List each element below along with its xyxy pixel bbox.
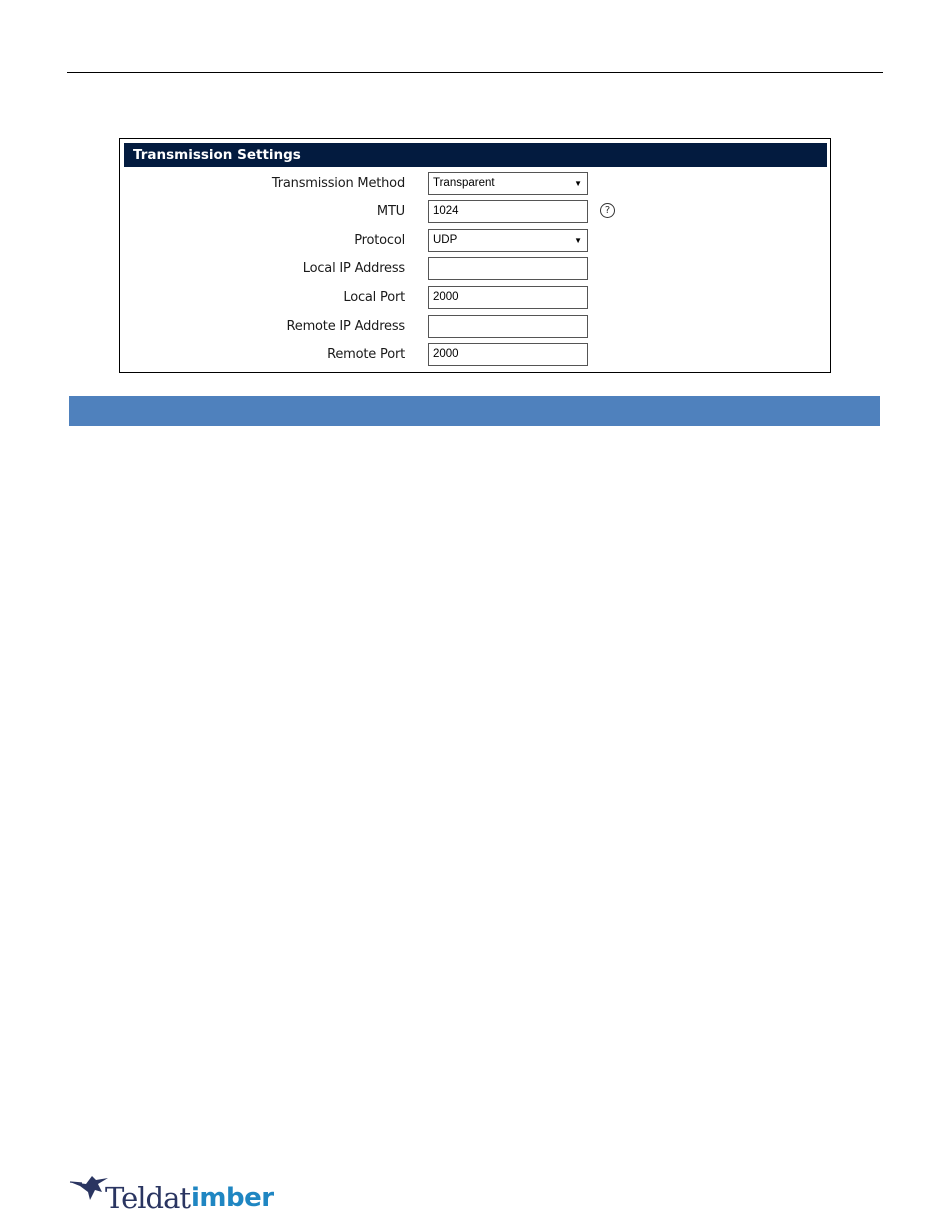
- local-port-input[interactable]: 2000: [428, 286, 588, 309]
- local-ip-row: [120, 257, 830, 281]
- page-top-rule: [67, 72, 883, 73]
- remote-port-label: Remote Port: [327, 347, 405, 362]
- chevron-down-icon: ▼: [574, 179, 582, 188]
- transmission-method-label: Transmission Method: [271, 176, 405, 191]
- remote-ip-label: Remote IP Address: [286, 319, 405, 334]
- transmission-method-row: [120, 172, 830, 196]
- local-ip-label: Local IP Address: [302, 261, 405, 276]
- remote-port-row: [120, 343, 830, 367]
- section-bar: [69, 396, 880, 426]
- teldat-imber-logo: [68, 1170, 288, 1220]
- transmission-method-select[interactable]: [428, 172, 588, 195]
- protocol-row: [120, 229, 830, 253]
- local-ip-input[interactable]: [428, 257, 588, 280]
- remote-ip-row: [120, 315, 830, 339]
- panel-title: Transmission Settings: [124, 143, 827, 167]
- logo-imber-text: imber: [191, 1183, 274, 1213]
- transmission-method-value: Transparent: [433, 177, 495, 189]
- remote-port-input[interactable]: 2000: [428, 343, 588, 366]
- protocol-label: Protocol: [354, 233, 405, 248]
- mtu-row: [120, 200, 830, 224]
- mtu-label: MTU: [376, 204, 405, 219]
- remote-ip-input[interactable]: [428, 315, 588, 338]
- chevron-down-icon: ▼: [574, 236, 582, 245]
- local-port-row: [120, 286, 830, 310]
- logo-teldat-text: Teldat: [105, 1181, 191, 1215]
- mtu-input[interactable]: 1024: [428, 200, 588, 223]
- transmission-settings-panel: [119, 138, 831, 373]
- protocol-select[interactable]: [428, 229, 588, 252]
- local-port-label: Local Port: [343, 290, 405, 305]
- help-icon[interactable]: ?: [600, 203, 615, 218]
- protocol-value: UDP: [433, 234, 458, 246]
